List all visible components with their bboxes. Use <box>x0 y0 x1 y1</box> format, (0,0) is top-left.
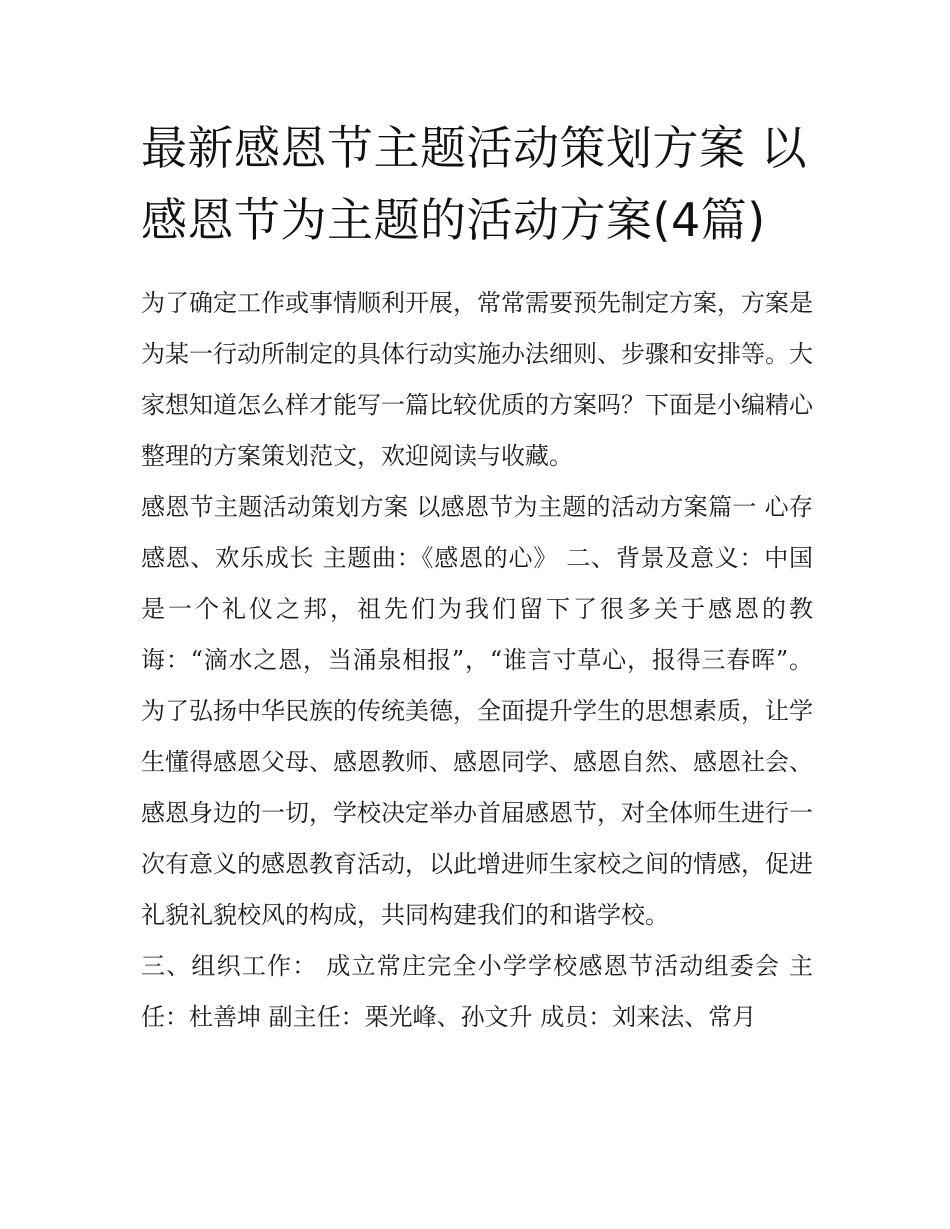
document-page <box>141 112 813 1043</box>
organization-paragraph: 三、组织工作： 成立常庄完全小学学校感恩节活动组委会 主任：杜善坤 副主任：栗光峰、孙文升 成员：刘来法、常月 <box>141 952 813 1031</box>
document-title: 最新感恩节主题活动策划方案 以感恩节为主题的活动方案(4篇) <box>141 121 808 247</box>
background-paragraph: 感恩节主题活动策划方案 以感恩节为主题的活动方案篇一 心存感恩、欢乐成长 主题曲：《感恩的心》 二、背景及意义：中国是一个礼仪之邦，祖先们为我们留下了很多关于感恩的教诲：“滴水之恩，当涌泉相报”，“谁言寸草心，报得三春晖”。为了弘扬中华民族的传统美德，全面提升学生的思想素质，让学生懂得感恩父母、感恩教师、感恩同学、感恩自然、感恩社会、感恩身边的一切，学校决定举办首届感恩节，对全体师生进行一次有意义的感恩教育活动，以此增进师生家校之间的情感，促进礼貌礼貌校风的构成，共同构建我们的和谐学校。 <box>141 493 813 929</box>
intro-paragraph: 为了确定工作或事情顺利开展，常常需要预先制定方案，方案是为某一行动所制定的具体行动实施办法细则、步骤和安排等。大家想知道怎么样才能写一篇比较优质的方案吗？下面是小编精心整理的方案策划范文，欢迎阅读与收藏。 <box>141 289 813 470</box>
